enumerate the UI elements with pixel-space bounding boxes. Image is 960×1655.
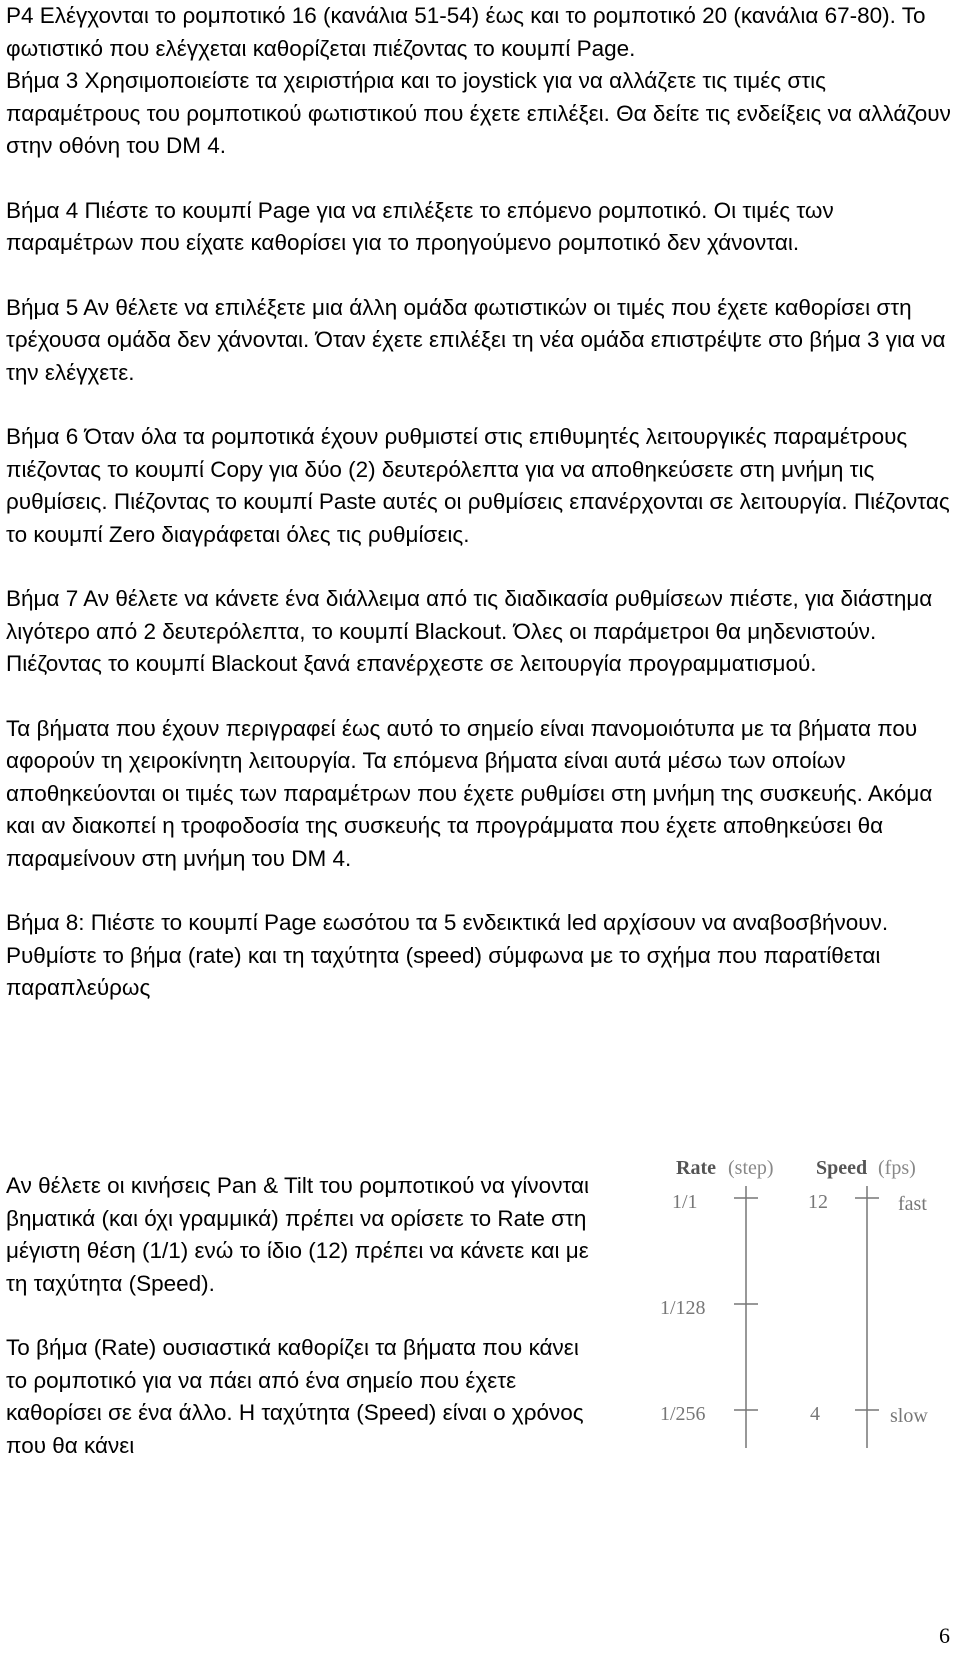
paragraph-step8: Βήμα 8: Πιέστε το κουμπί Page εωσότου τα 5 ενδεικτικά led αρχίσουν να αναβοσβήνουν. Ρυθμίστε το βήμα (rate) και τη ταχύτητα (speed) σύμφωνα με το σχήμα που παρατίθεται παραπλεύρως [6, 910, 889, 1000]
page-number: 6 [939, 1623, 950, 1648]
paragraph-rate-explanation: Το βήμα (Rate) ουσιαστικά καθορίζει τα βήματα που κάνει το ρομποτικό για να πάει από ένα σημείο που έχετε καθορίσει σε ένα άλλο. Η ταχύτητα (Speed) είναι ο χρόνος που θα κάνει [6, 1335, 584, 1458]
rate-title: Rate [676, 1157, 716, 1179]
paragraph-p4-step3: P4 Ελέγχονται το ρομποτικό 16 (κανάλια 51-54) έως και το ρομποτικό 20 (κανάλια 67-80). Το φωτιστικό που ελέγχεται καθορίζεται πιέζοντας το κουμπί Page. Βήμα 3 Χρησιμοποιείστε τα χειριστήρια και το joystick για να αλλάζετε τις τιμές στις παραμέτρους του ρομποτικού φωτιστικού που έχετε επιλέξει. Θα δείτε τις ενδείξεις να αλλάζουν στην οθόνη του DM 4. [6, 3, 951, 158]
speed-label-top: 12 [808, 1191, 828, 1213]
speed-word-slow: slow [890, 1405, 928, 1427]
paragraph-step7: Βήμα 7 Αν θέλετε να κάνετε ένα διάλλειμα από τις διαδικασία ρυθμίσεων πιέστε, για διάστημα λιγότερο από 2 δευτερόλεπτα, το κουμπί Blackout. Όλες οι παράμετροι θα μηδενιστούν. Πιέζοντας το κουμπί Blackout ξανά επανέρχεστε σε λειτουργία προγραμματισμού. [6, 586, 933, 676]
main-text-block [6, 0, 951, 1037]
paragraph-step4: Βήμα 4 Πιέστε το κουμπί Page για να επιλέξετε το επόμενο ρομποτικό. Οι τιμές των παραμέτρων που είχατε καθορίσει για το προηγούμενο ρομποτικό δεν χάνονται. [6, 197, 834, 255]
speed-word-fast: fast [898, 1193, 927, 1215]
speed-unit: (fps) [878, 1157, 916, 1179]
rate-label-mid: 1/128 [660, 1297, 706, 1319]
paragraph-step6: Βήμα 6 Όταν όλα τα ρομποτικά έχουν ρυθμιστεί στις επιθυμητές λειτουργικές παραμέτρους πιέζοντας το κουμπί Copy για δύο (2) δευτερόλεπτα για να αποθηκεύσετε στη μνήμη τις ρυθμίσεις. Πιέζοντας το κουμπί Paste αυτές οι ρυθμίσεις επανέρχονται σε λειτουργία. Πιέζοντας το κουμπί Zero διαγράφεται όλες τις ρυθμίσεις. [6, 424, 950, 547]
paragraph-step5: Βήμα 5 Αν θέλετε να επιλέξετε μια άλλη ομάδα φωτιστικών οι τιμές που έχετε καθορίσει στη τρέχουσα ομάδα δεν χάνονται. Όταν έχετε επιλέξει τη νέα ομάδα επιστρέψτε στο βήμα 3 για να την ελέγχετε. [6, 294, 946, 385]
paragraph-pan-tilt: Αν θέλετε οι κινήσεις Pan & Tilt του ρομποτικού να γίνονται βηματικά (και όχι γραμμικά) πρέπει να ορίσετε το Rate στη μέγιστη θέση (1/1) ενώ το ίδιο (12) πρέπει να κάνετε και με τη ταχύτητα (Speed). [6, 1173, 590, 1296]
rate-unit: (step) [728, 1157, 774, 1179]
rate-speed-diagram [650, 1148, 950, 1448]
speed-label-bottom: 4 [810, 1403, 820, 1425]
side-text-block [6, 1170, 606, 1494]
rate-label-bottom: 1/256 [660, 1403, 706, 1425]
paragraph-summary: Τα βήματα που έχουν περιγραφεί έως αυτό το σημείο είναι πανομοιότυπα με τα βήματα που αφορούν τη χειροκίνητη λειτουργία. Τα επόμενα βήματα είναι αυτά μέσω των οποίων αποθηκεύονται οι τιμές των παραμέτρων που έχετε ρυθμίσει στη μνήμη της συσκευής. Ακόμα και αν διακοπεί η τροφοδοσία της συσκευής τα προγράμματα που έχετε αποθηκεύσει θα παραμείνουν στη μνήμη του DM 4. [6, 715, 933, 871]
rate-label-top: 1/1 [672, 1191, 698, 1213]
speed-title: Speed [816, 1157, 868, 1179]
